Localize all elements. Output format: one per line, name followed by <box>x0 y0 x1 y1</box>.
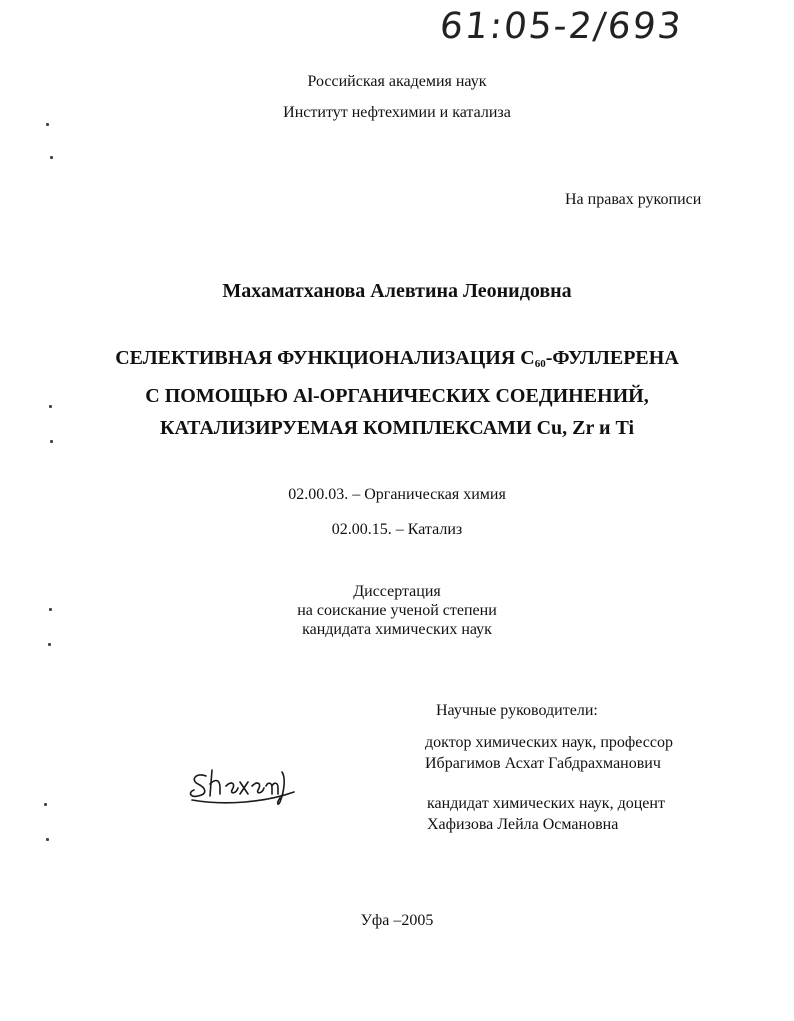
supervisor-2-name: Хафизова Лейла Османовна <box>427 816 619 833</box>
title-line-1: СЕЛЕКТИВНАЯ ФУНКЦИОНАЛИЗАЦИЯ $С_{60}$-ФУЛЛЕРЕНА <box>115 347 679 370</box>
degree-line-2: на соискание ученой степени <box>297 602 497 619</box>
scan-speck <box>44 803 47 806</box>
scan-speck <box>46 123 49 126</box>
scan-speck <box>49 608 52 611</box>
supervisor-1-title: доктор химических наук, профессор <box>425 734 673 751</box>
scan-speck <box>48 643 51 646</box>
author-name: Махаматханова Алевтина Леонидовна <box>222 280 572 302</box>
supervisor-1 <box>425 732 673 774</box>
institute-name: Институт нефтехимии и катализа <box>283 104 511 121</box>
scan-speck <box>50 440 53 443</box>
scan-speck <box>49 405 52 408</box>
supervisor-1-name: Ибрагимов Асхат Габдрахманович <box>425 755 661 772</box>
archive-number: 61:05-2/693 <box>437 6 685 47</box>
title-line-2: С ПОМОЩЬЮ Al-ОРГАНИЧЕСКИХ СОЕДИНЕНИЙ, <box>145 385 649 407</box>
scan-speck <box>50 156 53 159</box>
degree-block <box>0 582 794 639</box>
degree-line-1: Диссертация <box>353 583 441 600</box>
scan-speck <box>46 838 49 841</box>
specialty-2: 02.00.15. – Катализ <box>331 521 463 538</box>
signature <box>186 762 298 808</box>
specialty-1: 02.00.03. – Органическая химия <box>288 486 506 503</box>
supervisors-heading: Научные руководители: <box>436 702 598 719</box>
degree-line-3: кандидата химических наук <box>302 621 492 638</box>
supervisor-2-title: кандидат химических наук, доцент <box>427 795 665 812</box>
dissertation-title <box>0 342 794 444</box>
supervisor-2 <box>427 793 665 835</box>
title-line-3: КАТАЛИЗИРУЕМАЯ КОМПЛЕКСАМИ Cu, Zr и Ti <box>159 417 635 439</box>
academy-name: Российская академия наук <box>307 73 487 90</box>
manuscript-rights: На правах рукописи <box>565 191 702 208</box>
city-year: Уфа –2005 <box>360 912 434 929</box>
